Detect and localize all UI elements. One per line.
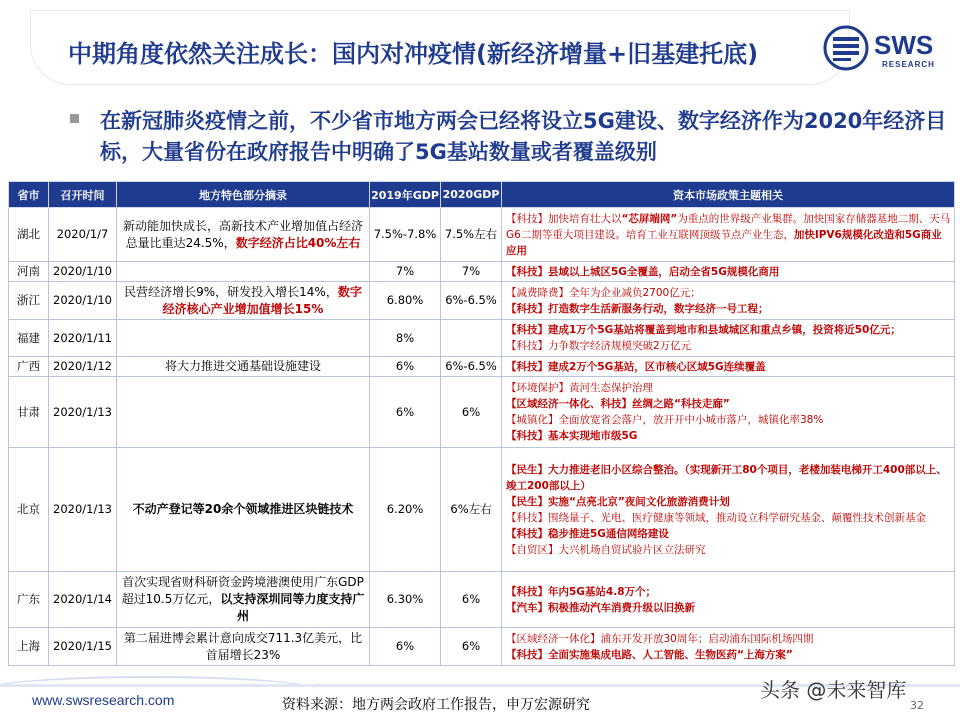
cell-date: 2020/1/13 (49, 377, 117, 448)
logo-subtext: RESEARCH (882, 60, 935, 69)
page-title: 中期角度依然关注成长：国内对冲疫情(新经济增量+旧基建托底) (68, 40, 759, 68)
cell-gdp2019: 7.5%-7.8% (370, 208, 441, 262)
table-row (9, 282, 955, 320)
cell-policy (502, 377, 955, 448)
excerpt-text: 新动能加快成长，高新技术产业增加值占经济总量比重达24.5%， (122, 218, 363, 250)
policy-highlight: 【科技】全面实施集成电路、人工智能、生物医药“上海方案” (506, 648, 793, 661)
policy-text: 【科技】加快培育壮大以 (506, 212, 622, 225)
policy-highlight: 【民生】大力推进老旧小区综合整治。（实现新开工80个项目，老楼加装电梯开工400部以上、竣工200部以上） (506, 463, 947, 492)
policy-text: 【城镇化】全面放宽省会落户，放开开中小城市落户，城镇化率38% (506, 414, 824, 426)
policy-table (8, 181, 955, 666)
logo-text: SWS (874, 30, 934, 60)
col-header-gdp2019: 2019年GDP (370, 182, 441, 208)
cell-gdp2019: 6% (370, 377, 441, 448)
policy-highlight: 【科技】县域以上城区5G全覆盖，启动全省5G规模化商用 (506, 265, 780, 278)
cell-excerpt: 将大力推进交通基础设施建设 (117, 357, 370, 377)
cell-policy (502, 572, 955, 628)
cell-policy (502, 357, 955, 377)
cell-date: 2020/1/14 (49, 572, 117, 628)
cell-province: 浙江 (9, 282, 49, 320)
policy-text: 【减费降费】全年为企业减负2700亿元； (506, 286, 701, 299)
sws-logo-icon (822, 24, 870, 72)
footer-source: 资料来源：地方两会政府工作报告，申万宏源研究 (282, 697, 590, 713)
bullet-text: 在新冠肺炎疫情之前，不少省市地方两会已经将设立5G建设、数字经济作为2020年经济目标，大量省份在政府报告中明确了5G基站数量或者覆盖级别 (100, 109, 947, 164)
cell-province: 广西 (9, 357, 49, 377)
cell-date: 2020/1/12 (49, 357, 117, 377)
cell-gdp2019: 8% (370, 320, 441, 357)
cell-province: 河南 (9, 262, 49, 282)
cell-excerpt (117, 448, 370, 572)
cell-policy (502, 262, 955, 282)
cell-excerpt (117, 282, 370, 320)
excerpt-text: 民营经济增长9%，研发投入增长14%， (124, 284, 338, 299)
table-row (9, 572, 955, 628)
cell-province: 北京 (9, 448, 49, 572)
excerpt-highlight: 不动产登记等20余个领域推进区块链技术 (132, 502, 354, 516)
cell-policy (502, 208, 955, 262)
col-header-province: 省市 (9, 182, 49, 208)
cell-gdp2019: 6.80% (370, 282, 441, 320)
cell-excerpt (117, 262, 370, 282)
policy-text: 【环境保护】黄河生态保护治理 (506, 382, 653, 394)
cell-gdp2020: 6% (441, 572, 502, 628)
cell-province: 福建 (9, 320, 49, 357)
cell-gdp2020: 6% (441, 377, 502, 448)
col-header-gdp2020: 2020GDP (441, 182, 502, 208)
excerpt-highlight: 数字经济核心产业增加值增长15% (162, 284, 362, 316)
watermark: 头条 @未来智库 (760, 678, 907, 702)
cell-gdp2019: 7% (370, 262, 441, 282)
table-row (9, 448, 955, 572)
table-row (9, 357, 955, 377)
bullet-marker (70, 114, 79, 123)
header (0, 0, 960, 92)
page-number: 32 (910, 699, 924, 712)
policy-highlight: “芯屏端网” (621, 212, 678, 225)
policy-text: 【科技】围绕量子、光电、医疗健康等领域，推动设立科学研究基金、颠覆性技术创新基金 (506, 511, 926, 524)
cell-excerpt (117, 320, 370, 357)
cell-excerpt (117, 377, 370, 448)
cell-province: 广东 (9, 572, 49, 628)
policy-highlight: 【民生】实施“点亮北京”夜间文化旅游消费计划 (506, 495, 730, 508)
cell-date: 2020/1/15 (49, 628, 117, 666)
policy-text: 【科技】力争数字经济规模突破2万亿元 (506, 340, 692, 352)
cell-excerpt (117, 572, 370, 628)
policy-text: 【自贸区】大兴机场自贸试验片区立法研究 (506, 543, 706, 556)
policy-highlight: 【科技】建成2万个5G基站，区市核心区域5G连续覆盖 (506, 360, 766, 373)
cell-date: 2020/1/10 (49, 262, 117, 282)
cell-gdp2020: 7.5%左右 (441, 208, 502, 262)
col-header-policy: 资本市场政策主题相关 (502, 182, 955, 208)
policy-text: 【区域经济一体化】浦东开发开放30周年；启动浦东国际机场四期 (506, 632, 814, 645)
cell-gdp2019: 6% (370, 357, 441, 377)
cell-date: 2020/1/10 (49, 282, 117, 320)
cell-gdp2019: 6% (370, 628, 441, 666)
policy-highlight: 【科技】基本实现地市级5G (506, 430, 638, 442)
table-row (9, 262, 955, 282)
cell-gdp2020: 6% (441, 628, 502, 666)
excerpt-highlight: 以支持深圳同等力度支持广州 (220, 592, 365, 623)
cell-policy (502, 282, 955, 320)
policy-highlight: 加快IPV6规模化改造和5G商业应用 (506, 228, 942, 257)
cell-excerpt (117, 208, 370, 262)
cell-excerpt: 第二届进博会累计意向成交711.3亿美元，比首届增长23% (117, 628, 370, 666)
policy-highlight: 【科技】年内5G基站4.8万个； (506, 585, 657, 598)
cell-gdp2019: 6.20% (370, 448, 441, 572)
cell-province: 湖北 (9, 208, 49, 262)
excerpt-text: 首次实现省财科研资金跨境港澳使用广东GDP超过10.5万亿元， (121, 575, 364, 606)
cell-policy (502, 320, 955, 357)
cell-province: 甘肃 (9, 377, 49, 448)
footer-url[interactable]: www.swsresearch.com (32, 692, 175, 708)
cell-gdp2020: 7% (441, 262, 502, 282)
cell-date: 2020/1/13 (49, 448, 117, 572)
policy-highlight: 【区域经济一体化、科技】丝绸之路“科技走廊” (506, 398, 730, 410)
table-row (9, 628, 955, 666)
policy-text: 为重点的世界级产业集群。加快国家存储器基地二期、天马G6二期等重大项目建设。培育工业互联网顶级节点产业生态， (506, 212, 951, 241)
policy-highlight: 【科技】稳步推进5G通信网络建设 (506, 527, 669, 540)
excerpt-highlight: 数字经济占比40%左右 (235, 235, 361, 250)
cell-date: 2020/1/7 (49, 208, 117, 262)
table-row (9, 208, 955, 262)
cell-gdp2020: 6%-6.5% (441, 357, 502, 377)
cell-policy (502, 448, 955, 572)
cell-gdp2020 (441, 320, 502, 357)
cell-province: 上海 (9, 628, 49, 666)
table-row (9, 320, 955, 357)
col-header-date: 召开时间 (49, 182, 117, 208)
policy-highlight: 【科技】建成1万个5G基站将覆盖到地市和县域城区和重点乡镇，投资将近50亿元； (506, 324, 901, 336)
table-row (9, 377, 955, 448)
col-header-excerpt: 地方特色部分摘录 (117, 182, 370, 208)
cell-policy (502, 628, 955, 666)
cell-gdp2019: 6.30% (370, 572, 441, 628)
cell-date: 2020/1/11 (49, 320, 117, 357)
policy-highlight: 【科技】打造数字生活新服务行动，数字经济一号工程； (506, 302, 769, 315)
policy-highlight: 【汽车】积极推动汽车消费升级以旧换新 (506, 601, 695, 614)
table-header-row (9, 182, 955, 208)
cell-gdp2020: 6%-6.5% (441, 282, 502, 320)
sws-logo (822, 24, 952, 74)
cell-gdp2020: 6%左右 (441, 448, 502, 572)
